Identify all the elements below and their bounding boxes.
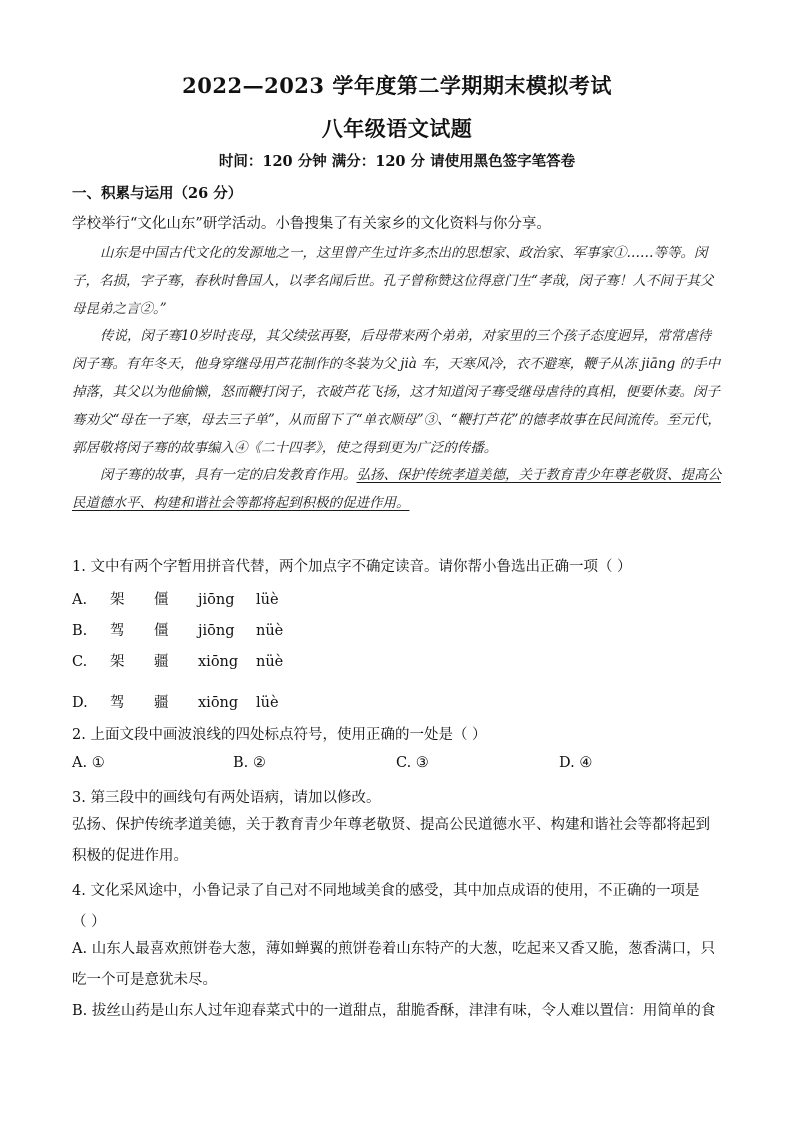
q1-option-pinyin: xiōng: [198, 654, 239, 670]
q1-option-char: 僵: [154, 592, 169, 608]
exam-meta: 时间：120 分钟 满分：120 分 请使用黑色签字笔答卷: [218, 153, 576, 170]
q1-option-label: A.: [72, 592, 88, 608]
passage-paragraph-1: 山东是中国古代文化的发源地之一，这里曾产生过许多杰出的思想家、政治家、军事家①……等等。闵子，名损，字子骞，春秋时鲁国人，以孝名闻后世。孔子曾称赞这位得意门生“孝哉，闵子骞！人不间于其父母昆弟之言②。”: [72, 245, 714, 317]
q2-option-a: A. ①: [72, 755, 105, 771]
underlined-sentence: 弘扬、保护传统孝道美德，关于教育青少年尊老敬贤、提高公民道德水平、构建和谐社会等都将起到积极的促进作用。: [72, 467, 721, 512]
q2-option-b: B. ②: [233, 755, 266, 771]
q1-option-label: B.: [72, 623, 88, 639]
exam-title: 2022—2023 学年度第二学期期末模拟考试: [182, 73, 612, 98]
q1-option-b: [72, 619, 283, 640]
q2-option-c: C. ③: [396, 755, 429, 771]
reading-passage: [72, 240, 722, 518]
q2-option-d: D. ④: [559, 755, 593, 771]
q1-option-char: 疆: [154, 654, 169, 670]
question-4-stem: 4. 文化采风途中，小鲁记录了自己对不同地域美食的感受，其中加点成语的使用，不正确的一项是: [72, 883, 700, 899]
exam-subtitle: 八年级语文试题: [321, 116, 473, 141]
q1-option-pinyin: jiōng: [198, 623, 235, 639]
q1-option-char: 驾: [110, 623, 125, 639]
q1-option-c: [72, 650, 283, 671]
q1-option-label: C.: [72, 654, 88, 670]
q1-option-char: 驾: [110, 695, 125, 711]
q1-option-pinyin: nüè: [256, 654, 284, 670]
q1-option-label: D.: [72, 695, 88, 711]
passage-paragraph-3-lead: 闵子骞的故事，具有一定的启发教育作用。: [100, 467, 357, 484]
passage-paragraph-2: 传说，闵子骞10岁时丧母，其父续弦再娶，后母带来两个弟弟，对家里的三个孩子态度迥异，常常虐待闵子骞。有年冬天，他身穿继母用芦花制作的冬装为父 jià 车，天寒风冷，衣不避寒，鞭子从冻 jiāng 的手中掉落，其父以为他偷懒，怒而鞭打闵子，衣破芦花飞扬，这才知道闵子骞受继母虐待的真相，便要休妻。闵子骞劝父“母在一子寒，母去三子单”，从而留下了“单衣顺母”③、“鞭打芦花”的德孝故事在民间流传。至元代，郭居敬将闵子骞的故事编入④《二十四孝》，使之得到更为广泛的传播。: [72, 328, 721, 456]
question-4-answer-paren: （ ）: [72, 914, 106, 930]
question-2-stem: 2. 上面文段中画波浪线的四处标点符号，使用正确的一处是（ ）: [72, 727, 487, 743]
q1-option-pinyin: lüè: [256, 695, 279, 711]
question-1-stem: 1. 文中有两个字暂用拼音代替，两个加点字不确定读音。请你帮小鲁选出正确一项（ ）: [72, 559, 632, 575]
q4-option-b: B. 拔丝山药是山东人过年迎春菜式中的一道甜点，甜脆香酥，津津有味，令人难以置信：用简单的食: [72, 1003, 716, 1019]
q1-option-d: [72, 691, 279, 712]
q1-option-char: 疆: [154, 695, 169, 711]
q4-option-a: A. 山东人最喜欢煎饼卷大葱，薄如蝉翼的煎饼卷着山东特产的大葱，吃起来又香又脆，葱香满口，只吃一个可是意犹未尽。: [72, 941, 716, 988]
passage-paragraph-3: [72, 462, 722, 518]
q1-option-char: 架: [110, 654, 125, 670]
q1-option-char: 架: [110, 592, 125, 608]
q1-option-pinyin: lüè: [256, 592, 279, 608]
q1-option-a: [72, 588, 279, 609]
section-heading: 一、积累与运用（26 分）: [72, 185, 243, 202]
question-3-text: 弘扬、保护传统孝道美德，关于教育青少年尊老敬贤、提高公民道德水平、构建和谐社会等都将起到积极的促进作用。: [72, 817, 710, 864]
question-3-stem: 3. 第三段中的画线句有两处语病，请加以修改。: [72, 790, 381, 806]
q1-option-pinyin: xiōng: [198, 695, 239, 711]
section-intro: 学校举行“文化山东”研学活动。小鲁搜集了有关家乡的文化资料与你分享。: [72, 216, 551, 232]
q1-option-pinyin: nüè: [256, 623, 284, 639]
q1-option-pinyin: jiōng: [198, 592, 235, 608]
q1-option-char: 僵: [154, 623, 169, 639]
